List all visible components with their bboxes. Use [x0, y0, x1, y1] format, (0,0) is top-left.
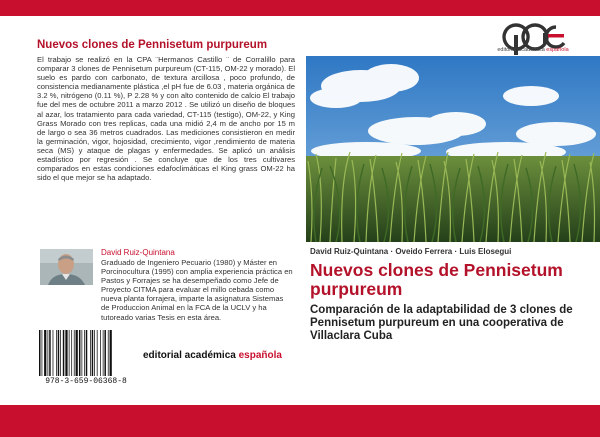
author-photo — [40, 249, 93, 285]
back-publisher-name — [143, 350, 282, 361]
barcode — [38, 330, 134, 376]
front-cover-title: Nuevos clones de Pennisetum purpureum — [310, 260, 563, 299]
cover-photo-grass-field — [306, 56, 600, 242]
publisher-logo-text — [488, 47, 578, 53]
back-cover-abstract: El trabajo se realizó en la CPA ¨Hermanos Castillo ¨ de Corralillo para comparar 3 clones de Pennisetum purpureum (CT-115, OM-22 y morado). El suelo es pardo con carbonato, de textura arcillosa , poco profundo, de consistencia medianamente plástica ,el pH fue de 6.03 , materia orgánica de 3.2 %, nitrógeno (0.11 %), P 2.28 % y con alto contenido de calcio El trabajo fue del mes de octubre 2011 a marzo 2012 . Se utilizó un diseño de bloques al azar, los tratamiento para cada variedad, CT-115 (testigo), OM-22, y King Grass Morado con tres replicas, cada una midió 2,4 m de ancho por 15 m de largo o sea 36 metros cuadrados. Las mediciones consistieron en medir la germinación, vigor, hojosidad, crecimiento, vigor ,rendimiento de materia seca (MS) y ataque de plagas y enfermedades. Se aplicó un análisis estadístico por regresión . Se concluye que de los tres cultivares comparados en estas condiciones edafoclimáticas el King grass OM-22 ha sido el que mejor se ha adaptado. — [37, 55, 295, 183]
author-name: David Ruiz-Quintana — [101, 248, 175, 257]
logo-text-accent: española — [546, 47, 569, 53]
back-cover-title: Nuevos clones de Pennisetum purpureum — [37, 39, 268, 51]
top-red-band — [0, 0, 600, 16]
front-authors: David Ruiz-Quintana · Oveido Ferrera · Luis Elosegui — [310, 247, 512, 256]
isbn-number: 978-3-659-06368-8 — [45, 377, 127, 386]
logo-text-main: editorial académica — [497, 47, 547, 53]
grass-field-image — [306, 56, 600, 242]
front-cover-subtitle: Comparación de la adaptabilidad de 3 clones de Pennisetum purpureum en una cooperativa de Villaclara Cuba — [310, 304, 573, 342]
bottom-red-band — [0, 405, 600, 437]
author-portrait-icon — [40, 249, 93, 285]
back-publisher-accent: española — [238, 350, 282, 361]
author-bio: Graduado de Ingeniero Pecuario (1980) y Máster en Porcinocultura (1995) con amplia experiencia práctica en Pastos y Forrajes se ha desempeñado como Jefe de Proyecto CITMA para evaluar el millo cebada como nueva planta forrajera, imparte la asignatura Sistemas de Produccion Animal en la FCA de la UCLV y ha tutoreado varias Tesis en esta área. — [101, 258, 293, 322]
back-publisher-main: editorial académica — [143, 350, 239, 361]
